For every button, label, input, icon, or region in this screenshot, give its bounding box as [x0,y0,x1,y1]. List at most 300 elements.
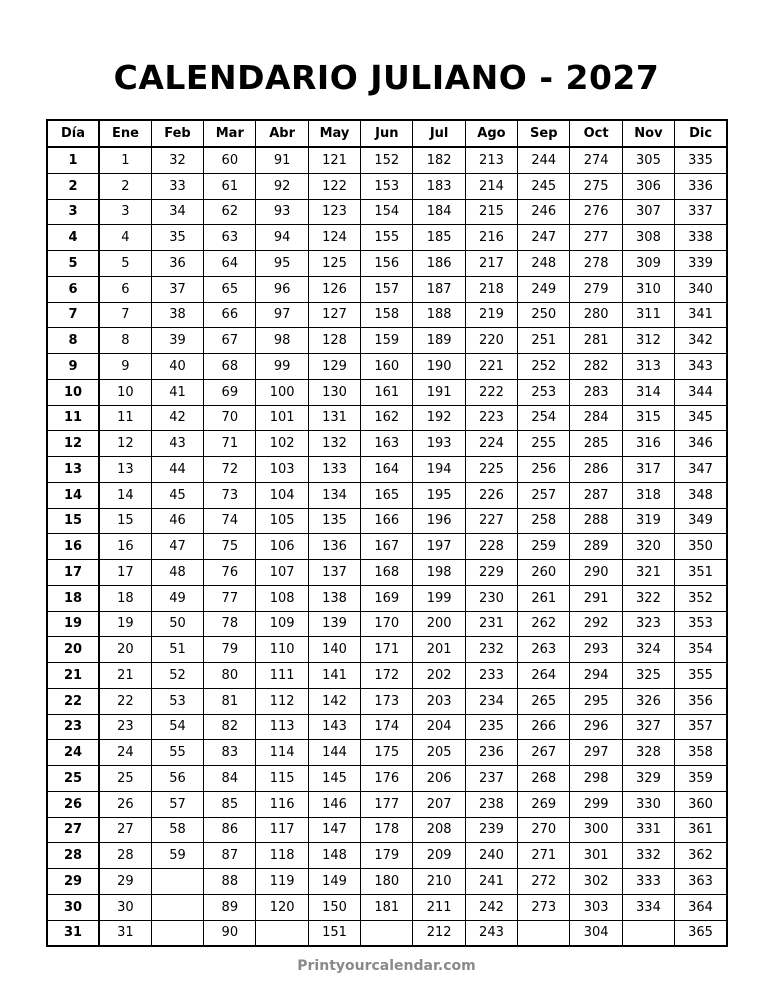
julian-day-cell: 174 [361,714,413,740]
julian-day-cell: 258 [518,508,570,534]
julian-day-cell: 331 [622,817,674,843]
julian-day-cell: 131 [308,405,360,431]
julian-day-cell: 244 [518,147,570,173]
julian-day-cell: 125 [308,251,360,277]
julian-day-cell: 201 [413,637,465,663]
julian-day-cell: 324 [622,637,674,663]
julian-day-cell: 132 [308,431,360,457]
julian-day-cell: 219 [465,302,517,328]
julian-day-cell: 135 [308,508,360,534]
julian-day-cell: 270 [518,817,570,843]
day-number-cell: 28 [47,843,99,869]
julian-day-cell: 14 [99,482,151,508]
julian-day-cell: 322 [622,585,674,611]
julian-day-cell: 255 [518,431,570,457]
julian-day-cell: 243 [465,920,517,946]
julian-day-cell: 4 [99,225,151,251]
julian-day-cell: 349 [675,508,727,534]
julian-day-cell: 351 [675,560,727,586]
julian-day-cell: 114 [256,740,308,766]
day-number-cell: 29 [47,869,99,895]
table-row [47,302,727,328]
julian-day-cell: 65 [204,276,256,302]
julian-day-cell: 71 [204,431,256,457]
julian-day-cell: 160 [361,354,413,380]
julian-day-cell: 54 [151,714,203,740]
julian-day-cell: 58 [151,817,203,843]
julian-day-cell: 268 [518,766,570,792]
day-number-cell: 14 [47,482,99,508]
julian-day-cell: 152 [361,147,413,173]
julian-day-cell: 330 [622,791,674,817]
julian-day-cell: 26 [99,791,151,817]
julian-day-cell: 41 [151,379,203,405]
day-number-cell: 12 [47,431,99,457]
header-month: Nov [622,120,674,147]
julian-day-cell: 212 [413,920,465,946]
julian-day-cell: 239 [465,817,517,843]
julian-day-cell: 363 [675,869,727,895]
julian-day-cell: 37 [151,276,203,302]
day-number-cell: 7 [47,302,99,328]
header-day: Día [47,120,99,147]
julian-day-cell: 23 [99,714,151,740]
header-month: Mar [204,120,256,147]
julian-day-cell: 127 [308,302,360,328]
julian-day-cell: 262 [518,611,570,637]
julian-day-cell: 333 [622,869,674,895]
table-row [47,585,727,611]
table-row [47,534,727,560]
julian-day-cell: 215 [465,199,517,225]
julian-day-cell: 150 [308,894,360,920]
julian-day-cell: 309 [622,251,674,277]
julian-day-cell: 25 [99,766,151,792]
julian-day-cell: 120 [256,894,308,920]
julian-day-cell: 57 [151,791,203,817]
table-row [47,405,727,431]
julian-day-cell: 362 [675,843,727,869]
julian-day-cell: 257 [518,482,570,508]
day-number-cell: 25 [47,766,99,792]
day-number-cell: 11 [47,405,99,431]
julian-day-cell: 175 [361,740,413,766]
julian-day-cell: 282 [570,354,622,380]
julian-day-cell: 53 [151,688,203,714]
julian-day-cell: 205 [413,740,465,766]
julian-day-cell: 234 [465,688,517,714]
day-number-cell: 19 [47,611,99,637]
julian-day-cell: 345 [675,405,727,431]
julian-day-cell: 72 [204,457,256,483]
day-number-cell: 15 [47,508,99,534]
julian-day-cell: 289 [570,534,622,560]
header-month: Ago [465,120,517,147]
julian-day-cell: 290 [570,560,622,586]
julian-day-cell [518,920,570,946]
julian-day-cell: 42 [151,405,203,431]
julian-day-cell: 164 [361,457,413,483]
julian-day-cell: 287 [570,482,622,508]
julian-day-cell: 108 [256,585,308,611]
julian-day-cell: 297 [570,740,622,766]
julian-day-cell: 276 [570,199,622,225]
day-number-cell: 24 [47,740,99,766]
julian-day-cell: 278 [570,251,622,277]
julian-day-cell: 294 [570,663,622,689]
julian-day-cell: 304 [570,920,622,946]
julian-day-cell: 24 [99,740,151,766]
julian-day-cell: 47 [151,534,203,560]
julian-day-cell: 158 [361,302,413,328]
table-row [47,894,727,920]
julian-day-cell: 314 [622,379,674,405]
julian-day-cell: 274 [570,147,622,173]
julian-day-cell: 352 [675,585,727,611]
header-month: Jun [361,120,413,147]
julian-day-cell: 161 [361,379,413,405]
julian-calendar-table [46,119,728,947]
day-number-cell: 16 [47,534,99,560]
julian-day-cell: 30 [99,894,151,920]
julian-day-cell: 80 [204,663,256,689]
julian-day-cell: 11 [99,405,151,431]
julian-day-cell: 337 [675,199,727,225]
julian-day-cell: 299 [570,791,622,817]
julian-day-cell: 169 [361,585,413,611]
julian-day-cell: 326 [622,688,674,714]
julian-day-cell: 335 [675,147,727,173]
table-row [47,147,727,173]
julian-day-cell: 98 [256,328,308,354]
julian-day-cell: 170 [361,611,413,637]
julian-day-cell: 300 [570,817,622,843]
julian-day-cell [151,869,203,895]
julian-day-cell: 197 [413,534,465,560]
table-row [47,791,727,817]
day-number-cell: 9 [47,354,99,380]
julian-day-cell: 350 [675,534,727,560]
julian-day-cell: 103 [256,457,308,483]
julian-day-cell: 39 [151,328,203,354]
julian-day-cell: 48 [151,560,203,586]
julian-day-cell: 2 [99,173,151,199]
julian-day-cell: 90 [204,920,256,946]
table-row [47,199,727,225]
julian-day-cell: 27 [99,817,151,843]
julian-day-cell: 177 [361,791,413,817]
julian-day-cell: 67 [204,328,256,354]
julian-day-cell: 281 [570,328,622,354]
julian-day-cell: 31 [99,920,151,946]
julian-day-cell: 13 [99,457,151,483]
julian-day-cell: 146 [308,791,360,817]
julian-day-cell: 196 [413,508,465,534]
julian-day-cell: 320 [622,534,674,560]
julian-day-cell: 214 [465,173,517,199]
julian-day-cell: 341 [675,302,727,328]
footer-website: Printyourcalendar.com [297,958,476,974]
julian-day-cell: 199 [413,585,465,611]
julian-day-cell: 70 [204,405,256,431]
table-row [47,637,727,663]
julian-day-cell: 51 [151,637,203,663]
julian-day-cell: 32 [151,147,203,173]
julian-day-cell: 245 [518,173,570,199]
julian-day-cell: 179 [361,843,413,869]
table-row [47,457,727,483]
julian-day-cell: 145 [308,766,360,792]
table-row [47,843,727,869]
julian-day-cell: 218 [465,276,517,302]
julian-day-cell: 365 [675,920,727,946]
julian-day-cell: 280 [570,302,622,328]
julian-day-cell: 59 [151,843,203,869]
julian-day-cell: 228 [465,534,517,560]
julian-day-cell: 126 [308,276,360,302]
julian-day-cell: 95 [256,251,308,277]
julian-day-cell: 34 [151,199,203,225]
julian-day-cell: 226 [465,482,517,508]
julian-day-cell: 238 [465,791,517,817]
day-number-cell: 8 [47,328,99,354]
table-row [47,920,727,946]
julian-day-cell: 246 [518,199,570,225]
julian-day-cell: 347 [675,457,727,483]
julian-day-cell: 140 [308,637,360,663]
julian-day-cell: 242 [465,894,517,920]
julian-day-cell: 251 [518,328,570,354]
julian-day-cell: 313 [622,354,674,380]
julian-day-cell: 356 [675,688,727,714]
julian-day-cell: 118 [256,843,308,869]
julian-day-cell: 112 [256,688,308,714]
julian-day-cell: 248 [518,251,570,277]
julian-day-cell: 269 [518,791,570,817]
julian-day-cell: 44 [151,457,203,483]
julian-day-cell: 256 [518,457,570,483]
julian-day-cell: 329 [622,766,674,792]
julian-day-cell: 28 [99,843,151,869]
julian-day-cell: 35 [151,225,203,251]
julian-day-cell: 271 [518,843,570,869]
julian-day-cell: 153 [361,173,413,199]
julian-day-cell: 7 [99,302,151,328]
julian-day-cell: 344 [675,379,727,405]
julian-day-cell: 138 [308,585,360,611]
julian-day-cell: 284 [570,405,622,431]
julian-day-cell: 211 [413,894,465,920]
julian-day-cell: 6 [99,276,151,302]
julian-day-cell: 110 [256,637,308,663]
julian-day-cell: 143 [308,714,360,740]
julian-day-cell: 328 [622,740,674,766]
julian-day-cell: 101 [256,405,308,431]
julian-day-cell: 339 [675,251,727,277]
julian-day-cell: 109 [256,611,308,637]
day-number-cell: 20 [47,637,99,663]
julian-day-cell: 231 [465,611,517,637]
julian-day-cell: 121 [308,147,360,173]
julian-day-cell: 100 [256,379,308,405]
julian-day-cell: 115 [256,766,308,792]
julian-day-cell: 203 [413,688,465,714]
julian-day-cell: 336 [675,173,727,199]
julian-day-cell: 75 [204,534,256,560]
julian-day-cell: 315 [622,405,674,431]
julian-day-cell: 128 [308,328,360,354]
julian-day-cell: 361 [675,817,727,843]
julian-day-cell: 303 [570,894,622,920]
julian-day-cell: 235 [465,714,517,740]
julian-day-cell: 168 [361,560,413,586]
julian-day-cell: 298 [570,766,622,792]
table-row [47,354,727,380]
julian-day-cell: 308 [622,225,674,251]
julian-day-cell: 187 [413,276,465,302]
julian-day-cell: 111 [256,663,308,689]
julian-day-cell: 217 [465,251,517,277]
julian-day-cell: 60 [204,147,256,173]
day-number-cell: 23 [47,714,99,740]
julian-day-cell: 325 [622,663,674,689]
julian-day-cell: 292 [570,611,622,637]
julian-day-cell: 193 [413,431,465,457]
julian-day-cell: 173 [361,688,413,714]
day-number-cell: 26 [47,791,99,817]
julian-day-cell: 83 [204,740,256,766]
julian-day-cell: 295 [570,688,622,714]
julian-day-cell: 52 [151,663,203,689]
julian-day-cell: 12 [99,431,151,457]
julian-day-cell: 355 [675,663,727,689]
julian-day-cell: 338 [675,225,727,251]
julian-day-cell: 359 [675,766,727,792]
julian-day-cell: 306 [622,173,674,199]
julian-day-cell: 266 [518,714,570,740]
julian-day-cell: 81 [204,688,256,714]
julian-day-cell: 102 [256,431,308,457]
julian-day-cell: 21 [99,663,151,689]
header-month: Jul [413,120,465,147]
julian-day-cell: 66 [204,302,256,328]
julian-day-cell: 181 [361,894,413,920]
julian-day-cell: 1 [99,147,151,173]
day-number-cell: 2 [47,173,99,199]
julian-day-cell: 348 [675,482,727,508]
header-month: Oct [570,120,622,147]
table-row [47,560,727,586]
julian-day-cell: 233 [465,663,517,689]
julian-day-cell: 207 [413,791,465,817]
julian-day-cell: 296 [570,714,622,740]
julian-day-cell: 9 [99,354,151,380]
julian-day-cell: 88 [204,869,256,895]
julian-day-cell: 162 [361,405,413,431]
julian-day-cell: 29 [99,869,151,895]
julian-day-cell: 62 [204,199,256,225]
julian-day-cell: 357 [675,714,727,740]
julian-day-cell: 46 [151,508,203,534]
julian-day-cell: 119 [256,869,308,895]
julian-day-cell: 206 [413,766,465,792]
julian-day-cell: 137 [308,560,360,586]
julian-day-cell: 165 [361,482,413,508]
julian-day-cell: 225 [465,457,517,483]
julian-day-cell: 184 [413,199,465,225]
julian-day-cell: 194 [413,457,465,483]
table-row [47,611,727,637]
julian-day-cell: 283 [570,379,622,405]
julian-day-cell: 307 [622,199,674,225]
julian-day-cell: 55 [151,740,203,766]
julian-day-cell: 151 [308,920,360,946]
julian-day-cell: 247 [518,225,570,251]
julian-day-cell: 122 [308,173,360,199]
julian-day-cell: 5 [99,251,151,277]
julian-day-cell: 167 [361,534,413,560]
julian-day-cell: 107 [256,560,308,586]
julian-day-cell: 89 [204,894,256,920]
day-number-cell: 10 [47,379,99,405]
julian-day-cell: 185 [413,225,465,251]
julian-day-cell: 86 [204,817,256,843]
day-number-cell: 21 [47,663,99,689]
day-number-cell: 13 [47,457,99,483]
julian-day-cell: 155 [361,225,413,251]
julian-day-cell: 171 [361,637,413,663]
julian-day-cell: 364 [675,894,727,920]
julian-day-cell: 77 [204,585,256,611]
julian-day-cell: 38 [151,302,203,328]
header-month: Feb [151,120,203,147]
julian-day-cell: 20 [99,637,151,663]
julian-day-cell: 342 [675,328,727,354]
julian-day-cell: 157 [361,276,413,302]
julian-day-cell: 343 [675,354,727,380]
julian-day-cell: 183 [413,173,465,199]
julian-day-cell: 166 [361,508,413,534]
julian-day-cell: 139 [308,611,360,637]
julian-day-cell: 87 [204,843,256,869]
table-row [47,714,727,740]
julian-day-cell: 105 [256,508,308,534]
julian-day-cell: 249 [518,276,570,302]
table-row [47,225,727,251]
day-number-cell: 31 [47,920,99,946]
julian-day-cell: 200 [413,611,465,637]
julian-day-cell: 182 [413,147,465,173]
julian-day-cell: 178 [361,817,413,843]
julian-day-cell: 291 [570,585,622,611]
julian-day-cell: 16 [99,534,151,560]
julian-day-cell: 117 [256,817,308,843]
header-month: Abr [256,120,308,147]
julian-day-cell: 133 [308,457,360,483]
julian-day-cell: 208 [413,817,465,843]
day-number-cell: 17 [47,560,99,586]
julian-day-cell: 36 [151,251,203,277]
julian-day-cell: 144 [308,740,360,766]
julian-day-cell: 188 [413,302,465,328]
julian-day-cell: 241 [465,869,517,895]
day-number-cell: 30 [47,894,99,920]
julian-day-cell: 293 [570,637,622,663]
day-number-cell: 5 [47,251,99,277]
julian-day-cell: 96 [256,276,308,302]
julian-day-cell: 3 [99,199,151,225]
julian-day-cell: 275 [570,173,622,199]
